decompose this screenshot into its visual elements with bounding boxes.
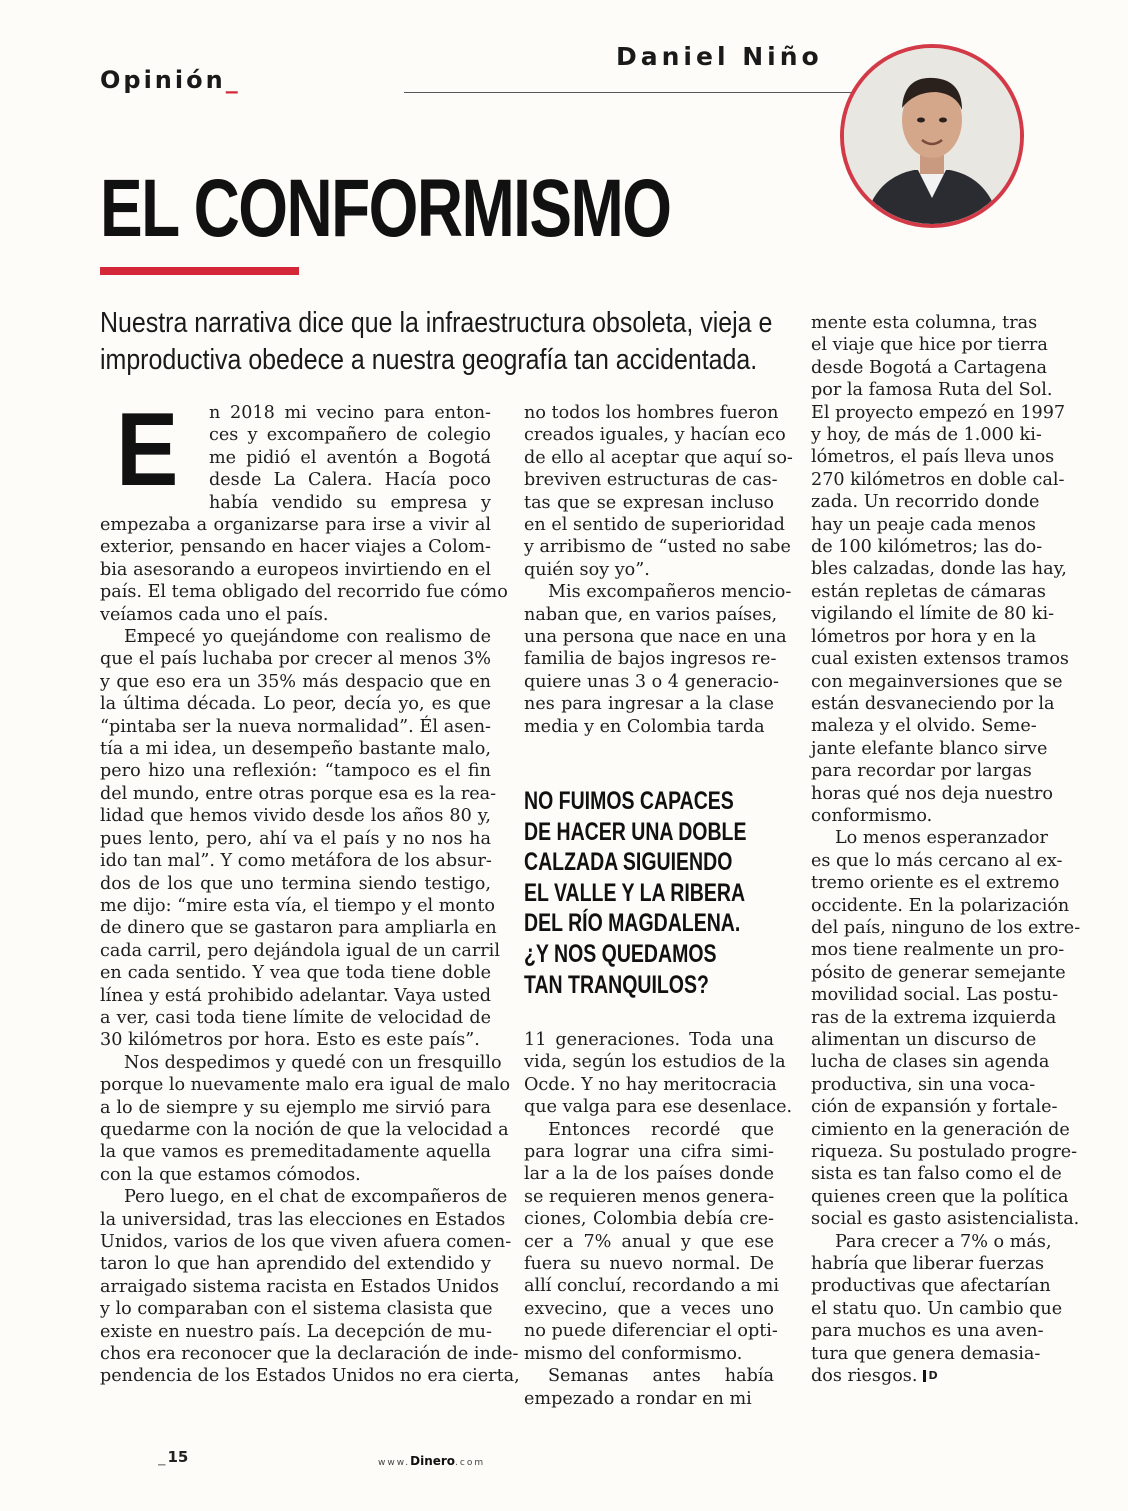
text-line: tas que se expresan incluso bbox=[524, 492, 774, 513]
headline: EL CONFORMISMO bbox=[100, 163, 671, 254]
pull-quote-line: EL VALLE Y LA RIBERA bbox=[524, 878, 746, 907]
text-line: zada. Un recorrido donde bbox=[811, 492, 1040, 513]
end-mark-icon: D bbox=[923, 1370, 936, 1382]
web-prefix: www. bbox=[378, 1458, 411, 1468]
text-line: ras de la extrema izquierda bbox=[811, 1007, 1057, 1028]
text-line: Pero luego, en el chat de excompañeros de bbox=[124, 1187, 508, 1208]
author-name: Daniel Niño bbox=[616, 42, 823, 71]
text-line: nes para ingresar a la clase bbox=[524, 694, 774, 715]
web-suffix: .com bbox=[455, 1458, 486, 1468]
text-line: occidente. En la polarización bbox=[811, 895, 1070, 916]
deck bbox=[100, 305, 800, 379]
text-line: vigilando el límite de 80 ki- bbox=[811, 604, 1055, 625]
text-line: y lo comparaban con el sistema clasista que bbox=[100, 1299, 493, 1320]
text-line: Semanas antes había bbox=[548, 1366, 774, 1387]
text-line: cimiento en la generación de bbox=[811, 1119, 1070, 1140]
text-line: por la famosa Ruta del Sol. bbox=[811, 380, 1053, 401]
portrait-icon bbox=[844, 48, 1020, 224]
text-line: se requieren menos genera- bbox=[524, 1186, 775, 1207]
text-line: la universidad, tras las elecciones en Estados bbox=[100, 1209, 506, 1230]
text-line: y arribismo de “usted no sabe bbox=[524, 537, 791, 558]
text-line: tremo oriente es el extremo bbox=[811, 873, 1060, 894]
column-1 bbox=[100, 514, 520, 1388]
text-line: una persona que nace en una bbox=[524, 627, 787, 648]
text-line: naban que, en varios países, bbox=[524, 604, 778, 625]
text-line: la última década. Lo peor, decía yo, es que bbox=[100, 694, 491, 715]
last-line-wrapper bbox=[811, 1365, 1031, 1387]
pull-quote-line: DEL RÍO MAGDALENA. bbox=[524, 909, 741, 938]
text-line: veíamos cada uno el país. bbox=[100, 604, 329, 625]
text-line: “pintaba ser la nueva normalidad”. Él asen- bbox=[100, 716, 491, 737]
pull-quote-line: DE HACER UNA DOBLE bbox=[524, 817, 747, 846]
text-line: ción de expansión y fortale- bbox=[811, 1097, 1058, 1118]
text-line: vida, según los estudios de la bbox=[524, 1052, 786, 1073]
section-label bbox=[100, 66, 238, 94]
text-line: el statu quo. Un cambio que bbox=[811, 1298, 1063, 1319]
text-line: que valga para ese desenlace. bbox=[524, 1097, 793, 1118]
text-line: 11 generaciones. Toda una bbox=[524, 1030, 774, 1050]
pull-quote-line: TAN TRANQUILOS? bbox=[524, 970, 709, 999]
text-line: productiva, sin una voca- bbox=[811, 1074, 1036, 1095]
deck-line: improductiva obedece a nuestra geografía tan accidentada. bbox=[100, 344, 758, 376]
text-line: mos tiene realmente un pro- bbox=[811, 940, 1065, 961]
text-line: cual existen extensos tramos bbox=[811, 649, 1069, 670]
text-line: lidad que hemos vivido desde los años 80 y, bbox=[100, 806, 491, 827]
text-line: Empecé yo quejándome con realismo de bbox=[124, 627, 491, 648]
text-line: pendencia de los Estados Unidos no era cierta, bbox=[100, 1366, 520, 1387]
text-line: cada carril, pero dejándola igual de un carril bbox=[100, 940, 500, 961]
text-line: lucha de clases sin agenda bbox=[811, 1052, 1050, 1073]
text-line: me dijo: “mire esta vía, el tiempo y el monto bbox=[100, 895, 496, 916]
text-line: pues lento, pero, ahí va el país y no nos ha bbox=[100, 828, 491, 849]
text-line: ciones, Colombia debía cre- bbox=[524, 1209, 774, 1230]
text-line: Unidos, varios de los que viven afuera comen- bbox=[100, 1232, 512, 1252]
text-line: Para crecer a 7% o más, bbox=[835, 1231, 1052, 1252]
text-line: cer a 7% anual y que ese bbox=[524, 1231, 774, 1252]
text-line: ces y excompañero de colegio bbox=[209, 425, 491, 446]
text-line: en el sentido de superioridad bbox=[524, 515, 785, 536]
text-line: conformismo. bbox=[811, 805, 933, 826]
text-line: breviven estructuras de cas- bbox=[524, 470, 778, 491]
text-line: alimentan un discurso de bbox=[811, 1030, 1037, 1050]
text-line: no todos los hombres fueron bbox=[524, 403, 779, 423]
text-line: pero hizo una reflexión: “tampoco es el fin bbox=[100, 761, 491, 782]
text-line: de ello al aceptar que aquí so- bbox=[524, 447, 793, 468]
text-line: porque lo nuevamente malo era igual de malo bbox=[100, 1075, 511, 1096]
text-line: sista es tan falso como el de bbox=[811, 1164, 1062, 1185]
section-name: Opinión bbox=[100, 66, 226, 94]
text-line: desde Bogotá a Cartagena bbox=[811, 357, 1047, 378]
column-2-bottom bbox=[524, 1029, 793, 1410]
text-line: empezaba a organizarse para irse a vivir al bbox=[100, 515, 491, 535]
text-line: El proyecto empezó en 1997 bbox=[811, 402, 1066, 423]
text-line: social es gasto asistencialista. bbox=[811, 1209, 1080, 1230]
text-line: están repletas de cámaras bbox=[811, 581, 1046, 602]
text-line: bia asesorando a europeos invirtiendo en el bbox=[100, 559, 491, 580]
text-line: con la que estamos cómodos. bbox=[100, 1164, 361, 1185]
text-line: exterior, pensando en hacer viajes a Colom- bbox=[100, 537, 491, 558]
text-line: la que vamos es premeditadamente aquella bbox=[100, 1142, 491, 1163]
text-line: del mundo, entre otras porque esa es la rea- bbox=[100, 783, 497, 804]
text-line: a ver, casi toda tiene límite de velocidad de bbox=[100, 1007, 491, 1028]
text-line: tía a mi idea, un desempeño bastante malo, bbox=[100, 739, 491, 760]
text-line: media y en Colombia tarda bbox=[524, 716, 765, 737]
text-line: jante elefante blanco sirve bbox=[811, 738, 1048, 759]
text-line: horas qué nos deja nuestro bbox=[811, 783, 1053, 804]
text-line: lómetros, el país lleva unos bbox=[811, 447, 1055, 468]
headline-underline bbox=[100, 267, 299, 275]
pull-quote-line: ¿Y NOS QUEDAMOS bbox=[524, 939, 717, 968]
text-line: riqueza. Su postulado progre- bbox=[811, 1142, 1078, 1163]
column-3 bbox=[811, 312, 1081, 1388]
text-line: y hoy, de más de 1.000 ki- bbox=[811, 425, 1042, 446]
text-line: 270 kilómetros en doble cal- bbox=[811, 469, 1065, 490]
text-line: línea y está prohibido adelantar. Vaya usted bbox=[100, 985, 491, 1006]
column-2-top bbox=[524, 402, 793, 738]
footer-website bbox=[378, 1454, 485, 1468]
pull-quote bbox=[524, 786, 746, 1000]
text-line: quedarme con la noción de que la velocidad a bbox=[100, 1119, 509, 1140]
text-line: del país, ninguno de los extre- bbox=[811, 917, 1081, 938]
text-line: país. El tema obligado del recorrido fue cómo bbox=[100, 582, 508, 603]
header-rule bbox=[404, 92, 864, 93]
text-line: Nos despedimos y quedé con un fresquillo bbox=[124, 1052, 502, 1073]
text-line: 30 kilómetros por hora. Esto es este país”. bbox=[100, 1030, 480, 1051]
text-line: con megainversiones que se bbox=[811, 671, 1063, 692]
text-line: de dinero que se gastaron para ampliarla en bbox=[100, 918, 497, 939]
text-line: creados iguales, y hacían eco bbox=[524, 425, 786, 446]
text-line: de 100 kilómetros; las do- bbox=[811, 537, 1043, 558]
text-line: ido tan mal”. Y como metáfora de los absur- bbox=[100, 851, 492, 872]
author-portrait bbox=[840, 44, 1024, 228]
text-line: mente esta columna, tras bbox=[811, 313, 1038, 333]
text-line: productivas que afectarían bbox=[811, 1276, 1051, 1297]
text-line: no puede diferenciar el opti- bbox=[524, 1321, 778, 1342]
text-line: Entonces recordé que bbox=[548, 1119, 774, 1140]
text-line: me pidió el aventón a Bogotá bbox=[209, 447, 491, 468]
text-line: para lograr una cifra simi- bbox=[524, 1142, 774, 1163]
text-line: están desvaneciendo por la bbox=[811, 693, 1055, 714]
text-line: lómetros por hora y en la bbox=[811, 626, 1037, 647]
text-line: es que lo más cercano al ex- bbox=[811, 850, 1063, 871]
text-line: desde La Calera. Hacía poco bbox=[209, 470, 491, 491]
text-line: maleza y el olvido. Seme- bbox=[811, 716, 1037, 737]
text-line: Lo menos esperanzador bbox=[835, 828, 1048, 849]
text-line: a lo de siempre y su ejemplo me sirvió para bbox=[100, 1097, 491, 1118]
pull-quote-line: NO FUIMOS CAPACES bbox=[524, 787, 734, 815]
text-line: pósito de generar semejante bbox=[811, 962, 1066, 983]
text-line: quienes creen que la política bbox=[811, 1186, 1069, 1207]
pull-quote-line: CALZADA SIGUIENDO bbox=[524, 848, 733, 877]
text-line: fuera su nuevo normal. De bbox=[524, 1254, 774, 1275]
text-line: lar a la de los países donde bbox=[524, 1164, 774, 1185]
text-line: movilidad social. Las postu- bbox=[811, 985, 1059, 1006]
deck-line: Nuestra narrativa dice que la infraestructura obsoleta, vieja e bbox=[100, 307, 773, 339]
text-line: Ocde. Y no hay meritocracia bbox=[524, 1074, 777, 1095]
web-brand: Dinero bbox=[410, 1454, 456, 1468]
text-line: n 2018 mi vecino para enton- bbox=[209, 403, 491, 423]
text-line: empezado a rondar en mi bbox=[524, 1388, 752, 1409]
text-line: Mis excompañeros mencio- bbox=[548, 582, 792, 603]
text-line: exvecino, que a veces uno bbox=[524, 1298, 774, 1319]
text-line: había vendido su empresa y bbox=[209, 492, 491, 513]
text-line: en cada sentido. Y vea que toda tiene doble bbox=[100, 963, 491, 984]
text-line: familia de bajos ingresos re- bbox=[524, 649, 777, 670]
text-line: chos era reconocer que la declaración de inde- bbox=[100, 1344, 519, 1365]
text-line: allí concluí, recordando a mi bbox=[524, 1276, 779, 1297]
text-line: dos de los que uno termina siendo testigo, bbox=[100, 873, 491, 894]
text-line: tura que genera demasia- bbox=[811, 1343, 1041, 1364]
text-line: quiere unas 3 o 4 generacio- bbox=[524, 671, 779, 692]
page-number-value: 15 bbox=[167, 1448, 189, 1466]
text-line: que el país luchaba por crecer al menos 3% bbox=[100, 649, 491, 670]
text-line: taron lo que han aprendido del extendido y bbox=[100, 1254, 491, 1275]
text-line: para recordar por largas bbox=[811, 761, 1032, 782]
text-line: quién soy yo”. bbox=[524, 559, 650, 580]
text-line: arraigado sistema racista en Estados Unidos bbox=[100, 1276, 500, 1297]
column-1-dropcap-block bbox=[209, 402, 491, 514]
page-number: _ 15 bbox=[158, 1448, 189, 1466]
text-line: para muchos es una aven- bbox=[811, 1321, 1044, 1342]
text-line: dos riesgos. bbox=[811, 1366, 918, 1387]
text-line: hay un peaje cada menos bbox=[811, 514, 1036, 535]
section-mark: _ bbox=[225, 66, 238, 94]
text-line: mismo del conformismo. bbox=[524, 1343, 743, 1364]
text-line: y que eso era un 35% más despacio que en bbox=[100, 671, 491, 692]
text-line: habría que liberar fuerzas bbox=[811, 1254, 1045, 1275]
text-line: bles calzadas, donde las hay, bbox=[811, 559, 1067, 580]
text-line: el viaje que hice por tierra bbox=[811, 335, 1048, 356]
drop-cap: E bbox=[116, 392, 179, 508]
text-line: existe en nuestro país. La decepción de mu- bbox=[100, 1321, 492, 1342]
